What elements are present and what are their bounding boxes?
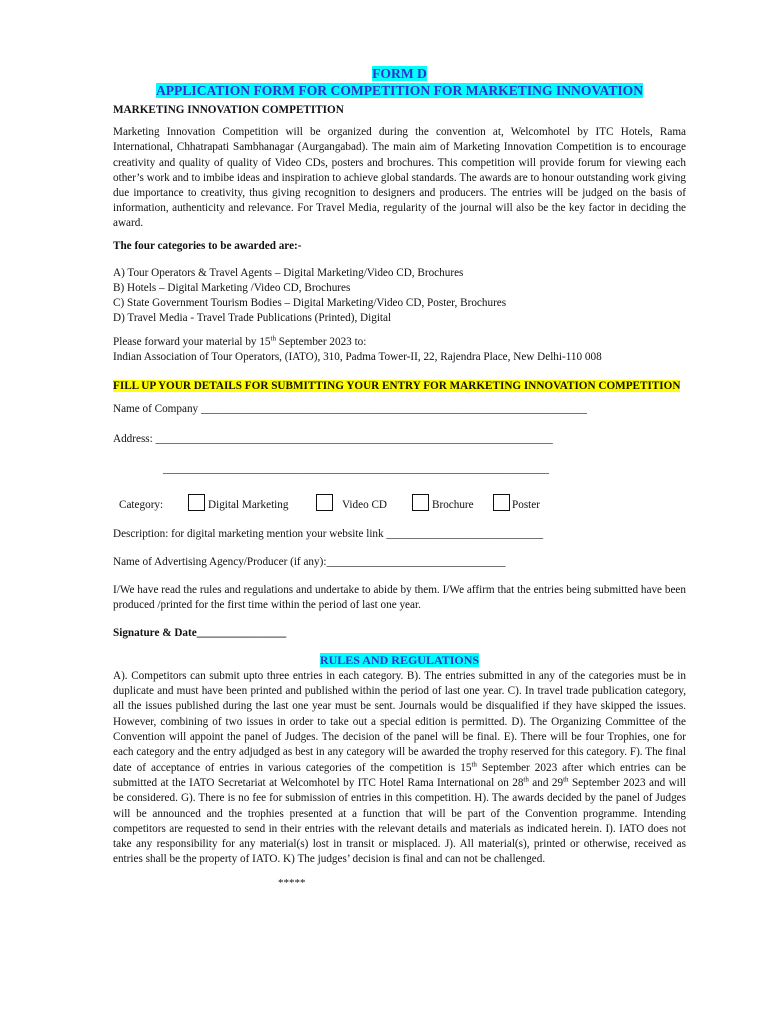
address-input-line[interactable]: _______________________________________________________________________ <box>155 433 553 446</box>
brochure-checkbox[interactable] <box>412 494 429 511</box>
agency-field[interactable] <box>113 555 686 570</box>
forward-instructions <box>113 335 686 365</box>
signature-label: Signature & Date <box>113 627 197 640</box>
forward-address: Indian Association of Tour Operators, (IATO), 310, Padma Tower-II, 22, Rajendra Place, New Delhi-110 008 <box>113 350 602 363</box>
company-field[interactable] <box>113 402 686 417</box>
digital-marketing-option: Digital Marketing <box>208 499 289 512</box>
form-title-line2: APPLICATION FORM FOR COMPETITION FOR MARKETING INNOVATION <box>155 83 644 98</box>
section-heading: MARKETING INNOVATION COMPETITION <box>113 104 344 116</box>
category-item: A) Tour Operators & Travel Agents – Digital Marketing/Video CD, Brochures <box>113 266 464 279</box>
video-cd-checkbox[interactable] <box>316 494 333 511</box>
digital-marketing-checkbox[interactable] <box>188 494 205 511</box>
video-cd-option: Video CD <box>342 499 388 512</box>
poster-option: Poster <box>512 499 540 512</box>
intro-paragraph: Marketing Innovation Competition will be organized during the convention at, Welcomhotel by ITC Hotels, Rama International, Chhatrapati Sambhanagar (Aurgangabad). The main aim of Marketing Innovation Competition is to encourage creativity and quality of quality of Video CDs, posters and brochures. This competition will provide forum for viewing each other’s work and to imbibe ideas and inspiration to achieve global standards. The awards are to honour outstanding work giving due importance to creativity, thus giving recognition to designers and producers. The entries will be judged on the basis of information, authenticity and relevance. For Travel Media, regularity of the journal will also be the key factor in deciding the award. <box>113 126 686 230</box>
company-label: Name of Company <box>113 403 201 416</box>
rules-text: A). Competitors can submit upto three entries in each category. B). The entries submitted in any of the categories must be in duplicate and must have been printed and published within the period of last one year. C). In travel trade publication category, all the issues published during the last one year must be sent. Journals would be disqualified if they have skipped the issues. However, combining of two issues in order to take out a special edition is permitted. D). The Organizing Committee of the Convention will appoint the panel of Judges. The decision of the panel will be final. E). There will be four Trophies, one for each category and the entry adjudged as best in any category will be awarded the trophy reserved for this category. F). The final date of acceptance of entries in various categories of the competition is 15th September 2023 after which entries can be submitted at the IATO Secretariat at Welcomhotel by ITC Hotel Rama International on 28th and 29th September 2023 and will be considered. G). There is no fee for submission of entries in this competition. H). The awards decided by the panel of Judges will be announced and the trophies presented at a function that will be part of the Convention programme. Intending competitors are requested to send in their entries with the relevant details and materials as indicated herein. I). IATO does not take any responsibility for any material(s) lost in transit or misplaced. J). All material(s), printed or otherwise, received as entries shall be the property of IATO. K) The judges’ decision is final and can not be challenged. <box>113 669 687 866</box>
form-title-line1: FORM D <box>372 66 427 81</box>
categories-list <box>113 266 686 327</box>
forward-deadline: Please forward your material by 15th September 2023 to: <box>113 333 367 348</box>
categories-heading: The four categories to be awarded are:- <box>113 239 302 252</box>
address-label: Address: <box>113 433 156 446</box>
agency-input-line[interactable]: ________________________________ <box>326 555 506 568</box>
category-label: Category: <box>119 499 164 512</box>
form-page <box>113 66 686 891</box>
description-input-line[interactable]: ____________________________ <box>386 527 544 540</box>
agency-label: Name of Advertising Agency/Producer (if any): <box>113 555 327 568</box>
fill-details-heading: FILL UP YOUR DETAILS FOR SUBMITTING YOUR ENTRY FOR MARKETING INNOVATION COMPETITION <box>113 380 681 393</box>
company-input-line[interactable]: _____________________________________________________________________ <box>200 403 587 416</box>
poster-checkbox[interactable] <box>493 494 510 511</box>
end-mark: ***** <box>278 876 306 889</box>
address-field[interactable] <box>113 432 686 447</box>
signature-field[interactable] <box>113 626 686 641</box>
declaration-text: I/We have read the rules and regulations and undertake to abide by them. I/We affirm that the entries being submitted have been produced /printed for the first time within the period of last one year. <box>113 584 686 612</box>
description-field[interactable] <box>113 527 686 542</box>
brochure-option: Brochure <box>432 499 474 512</box>
category-item: C) State Government Tourism Bodies – Digital Marketing/Video CD, Poster, Brochures <box>113 297 507 310</box>
category-item: D) Travel Media - Travel Trade Publications (Printed), Digital <box>113 312 392 325</box>
signature-input-line[interactable]: ________________ <box>196 627 287 640</box>
category-item: B) Hotels – Digital Marketing /Video CD, Brochures <box>113 282 351 295</box>
category-selector <box>113 494 686 514</box>
address-input-line-2[interactable]: _____________________________________________________________________ <box>163 463 549 476</box>
rules-title: RULES AND REGULATIONS <box>319 652 480 667</box>
description-label: Description: for digital marketing mention your website link <box>113 527 387 540</box>
